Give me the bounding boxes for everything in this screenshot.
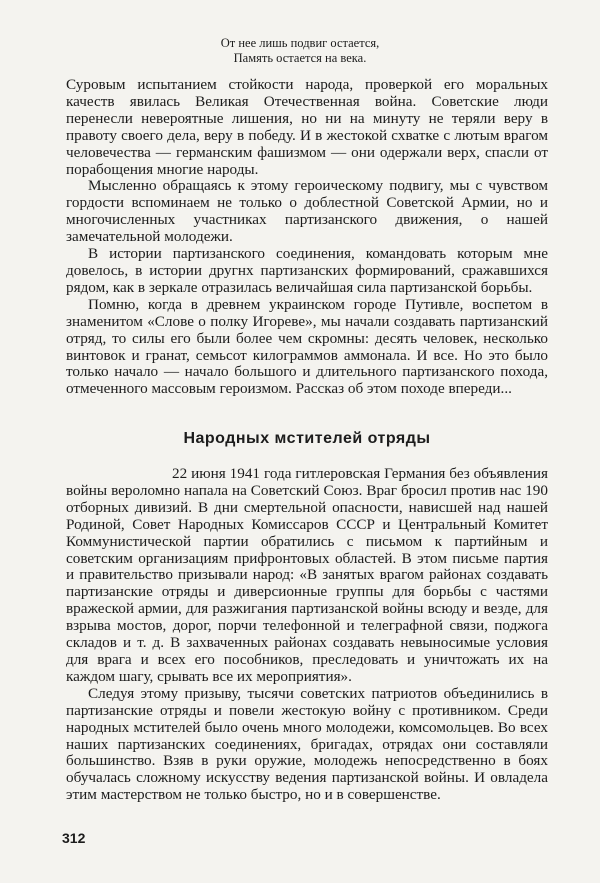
paragraph: Помню, когда в древнем украинском городе Путивле, воспетом в знаменитом «Слове о полку Игореве», мы начали создавать партизанский отряд, то силы его были более чем скромны: десять человек, несколько винтовок и гранат, семьсот килограммов аммонала. И все. Но это было только начало — начало большого и длительного партизанского похода, отмеченного массовым героизмом. Рассказ об этом походе впереди... (66, 295, 548, 398)
paragraph: В истории партизанского соединения, командовать которым мне довелось, в истории другнх партизанских формирований, сражавшихся рядом, как в зеркале отразилась величайшая сила партизанской борьбы. (66, 245, 548, 296)
page-number: 312 (62, 830, 86, 846)
paragraph: Мысленно обращаясь к этому героическому подвигу, мы с чувством гордости вспоминаем не только о доблестной Советской Армии, но и многочисленных участниках партизанского движения, о нашей замечательной молодежи. (66, 177, 548, 246)
paragraph: 22 июня 1941 года гитлеровская Германия без объявления войны вероломно напала на Советский Союз. Враг бросил против нас 190 отборных дивизий. В дни смертельной опасности, нависшей над нашей Родиной, Совет Народных Комиссаров СССР и Центральный Комитет Коммунистической партии обратились с письмом к партийным и советским организациям прифронтовых областей. В этом письме партия и правительство призывали народ: «В занятых врагом районах создавать партизанские отряды и диверсионные группы для борьбы с частями вражеской армии, для разжигания партизанской войны всюду и везде, для взрыва мостов, дорог, порчи телефонной и телеграфной связи, поджога складов и т. д. В захваченных районах создавать невыносимые условия для врага и всех его пособников, преследовать и уничтожать их на каждом шагу, срывать все их мероприятия». (66, 465, 548, 685)
section-text (66, 466, 548, 804)
paragraph: Суровым испытанием стойкости народа, проверкой его моральных качеств явилась Великая Отечественная война. Советские люди перенесли невероятные лишения, но ни на минуту не теряли веру в правоту своего дела, веру в победу. И в жестокой схватке с лютым врагом человечества — германским фашизмом — они одержали верх, спасли от порабощения многие народы. (66, 76, 548, 178)
paragraph: Следуя этому призыву, тысячи советских патриотов объединились в партизанские отряды и повели жестокую войну с противником. Среди народных мстителей было очень много молодежи, комсомольцев. Во всех наших партизанских соединениях, бригадах, отрядах они составляли большинство. Взяв в руки оружие, молодежь непосредственно в боях обучалась сложному искусству ведения партизанской войны. И овладела этим мастерством не только быстро, но и в совершенстве. (66, 684, 548, 804)
section-heading: Народных мстителей отряды (183, 430, 431, 447)
intro-text (66, 77, 548, 398)
epigraph (150, 36, 450, 66)
epigraph-line-2: Память остается на века. (233, 51, 367, 65)
epigraph-line-1: От нее лишь подвиг остается, (220, 36, 380, 50)
